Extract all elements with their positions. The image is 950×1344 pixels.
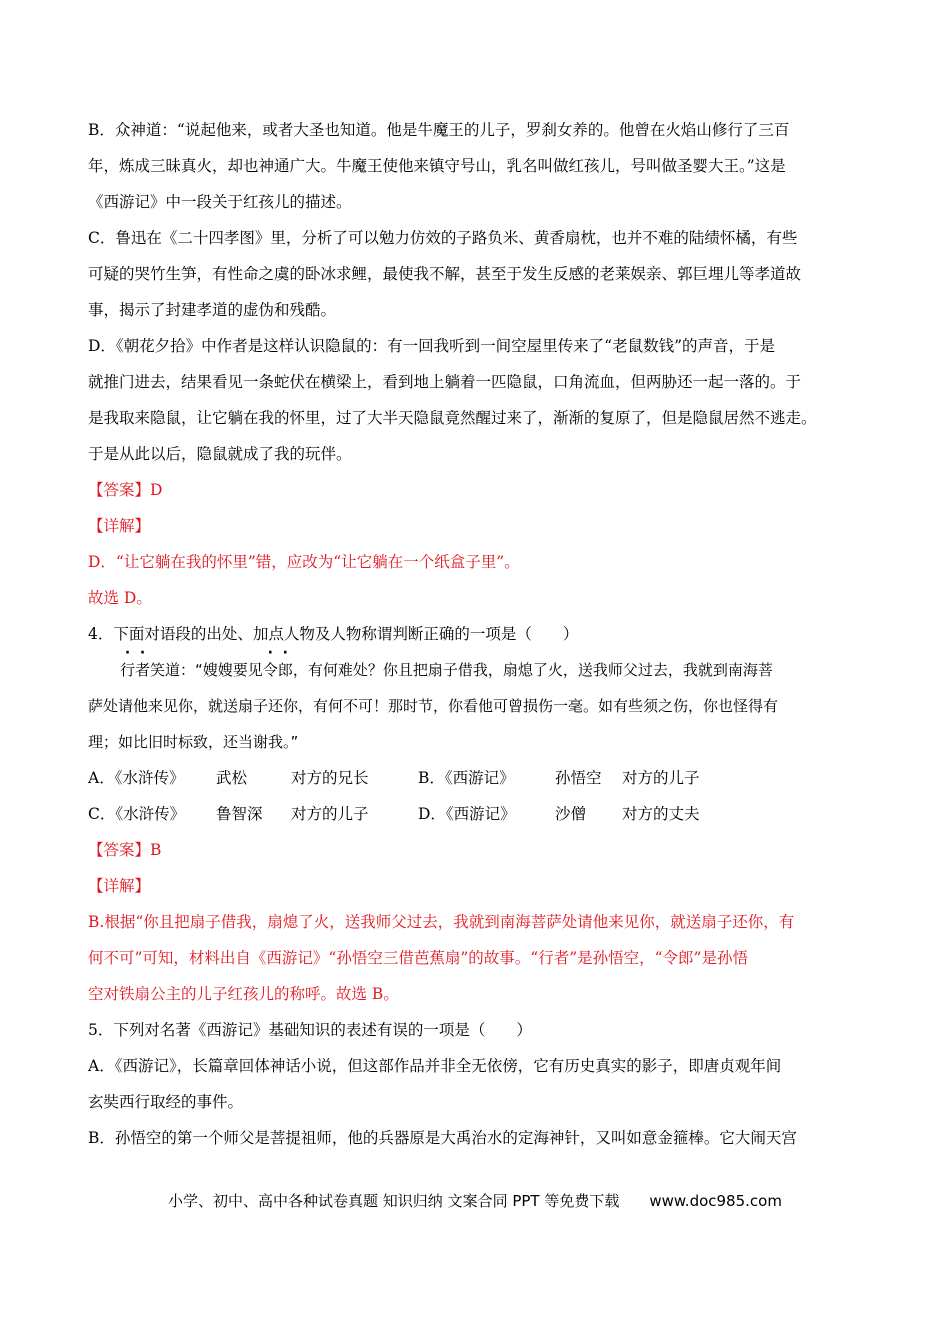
q4-passage-w4: ，有何难处？你且把扇子借我，扇熄了火，送我师父过去，我就到南海菩: [292, 661, 773, 679]
q4-option-c-person: 鲁智深: [216, 805, 263, 823]
q5-option-a-line-2: 玄奘西行取经的事件。: [88, 1093, 244, 1111]
q3-option-d-line-1: D．《朝花夕拾》中作者是这样认识隐鼠的：有一回我听到一间空屋里传来了“老鼠数钱”的声音，于是: [88, 337, 776, 355]
q3-option-b-line-3: 《西游记》中一段关于红孩儿的描述。: [88, 193, 352, 211]
q4-option-d-book: D．《西游记》: [418, 805, 516, 823]
emphasis-char: 行: [120, 661, 136, 679]
q3-option-b-line-1: B．众神道：“说起他来，或者大圣也知道。他是牛魔王的儿子，罗刹女养的。他曾在火焰山修行了三百: [88, 121, 790, 139]
q3-option-c-line-3: 事，揭示了封建孝道的虚伪和残酷。: [88, 301, 337, 319]
q4-option-a-book: A．《水浒传》: [88, 769, 185, 787]
q4-passage-line-1: [88, 652, 868, 688]
q4-option-c-title: 对方的儿子: [291, 805, 369, 823]
footer-url: www.doc985.com: [649, 1192, 782, 1210]
q3-option-c-line-2: 可疑的哭竹生笋，有性命之虞的卧冰求鲤，最使我不解，甚至于发生反感的老莱娱亲、郭巨埋儿等孝道故: [88, 265, 802, 283]
q4-option-b-person: 孙悟空: [555, 769, 602, 787]
q4-explanation-line-3: 空对铁扇公主的儿子红孩儿的称呼。故选 B。: [88, 985, 399, 1003]
q3-detail-label: 【详解】: [88, 517, 151, 535]
q5-stem: 5．下列对名著《西游记》基础知识的表述有误的一项是（ ）: [88, 1021, 532, 1039]
q4-option-d-person: 沙僧: [555, 805, 587, 823]
q4-passage-w3: [263, 661, 293, 679]
q3-option-b-line-2: 年，炼成三昧真火，却也神通广大。牛魔王使他来镇守号山，乳名叫做红孩儿，号叫做圣婴大王。”这是: [88, 157, 786, 175]
q4-detail-label: 【详解】: [88, 877, 151, 895]
footer-text: 小学、初中、高中各种试卷真题 知识归纳 文案合同 PPT 等免费下载: [168, 1192, 620, 1210]
q4-option-a-person: 武松: [216, 769, 248, 787]
q3-option-d-line-2: 就推门进去，结果看见一条蛇伏在横梁上，看到地上躺着一匹隐鼠，口角流血，但两胁还一起一落的。于: [88, 373, 802, 391]
q4-options-row-1: [88, 760, 868, 796]
q4-explanation-line-2: 何不可”可知，材料出自《西游记》“孙悟空三借芭蕉扇”的故事。“行者”是孙悟空，“令郎”是孙悟: [88, 949, 748, 967]
q4-stem: 4．下面对语段的出处、加点人物及人物称谓判断正确的一项是（ ）: [88, 625, 579, 643]
q4-passage-w2: 笑道：“嫂嫂要见: [150, 661, 263, 679]
emphasis-char: 令: [262, 661, 278, 679]
q4-answer: 【答案】B: [88, 841, 162, 859]
document-body: [88, 112, 868, 1156]
q4-options-row-2: [88, 796, 868, 832]
q4-passage-line-3: 理；如比旧时标致，还当谢我。”: [88, 733, 299, 751]
q3-explanation-line-2: 故选 D。: [88, 589, 152, 607]
q4-option-d-title: 对方的丈夫: [622, 805, 700, 823]
q4-passage-w1: [120, 661, 150, 679]
emphasis-char: 者: [135, 661, 151, 679]
q4-passage-line-2: 萨处请他来见你，就送扇子还你，有何不可！那时节，你看他可曾损伤一毫。如有些须之伤，你也怪得有: [88, 697, 779, 715]
q3-option-c-line-1: C．鲁迅在《二十四孝图》里，分析了可以勉力仿效的子路负米、黄香扇枕，也并不难的陆绩怀橘，有些: [88, 229, 798, 247]
emphasis-char: 郎: [277, 661, 293, 679]
q4-option-c-book: C．《水浒传》: [88, 805, 186, 823]
q4-option-b-book: B．《西游记》: [418, 769, 515, 787]
q3-explanation-line-1: D．“让它躺在我的怀里”错，应改为“让它躺在一个纸盒子里”。: [88, 553, 520, 571]
page-footer: [0, 1190, 950, 1211]
q3-answer: 【答案】D: [88, 481, 163, 499]
q4-option-b-title: 对方的儿子: [622, 769, 700, 787]
q5-option-a-line-1: A．《西游记》，长篇章回体神话小说，但这部作品并非全无依傍，它有历史真实的影子，即唐贞观年间: [88, 1057, 782, 1075]
q3-option-d-line-4: 于是从此以后，隐鼠就成了我的玩伴。: [88, 445, 352, 463]
q3-option-d-line-3: 是我取来隐鼠，让它躺在我的怀里，过了大半天隐鼠竟然醒过来了，渐渐的复原了，但是隐鼠居然不逃走。: [88, 409, 817, 427]
q4-option-a-title: 对方的兄长: [291, 769, 369, 787]
q5-option-b-line-1: B．孙悟空的第一个师父是菩提祖师，他的兵器原是大禹治水的定海神针，又叫如意金箍棒。它大闹天宫: [88, 1129, 797, 1147]
q4-explanation-line-1: B.根据“你且把扇子借我，扇熄了火，送我师父过去，我就到南海菩萨处请他来见你，就送扇子还你，有: [88, 913, 795, 931]
